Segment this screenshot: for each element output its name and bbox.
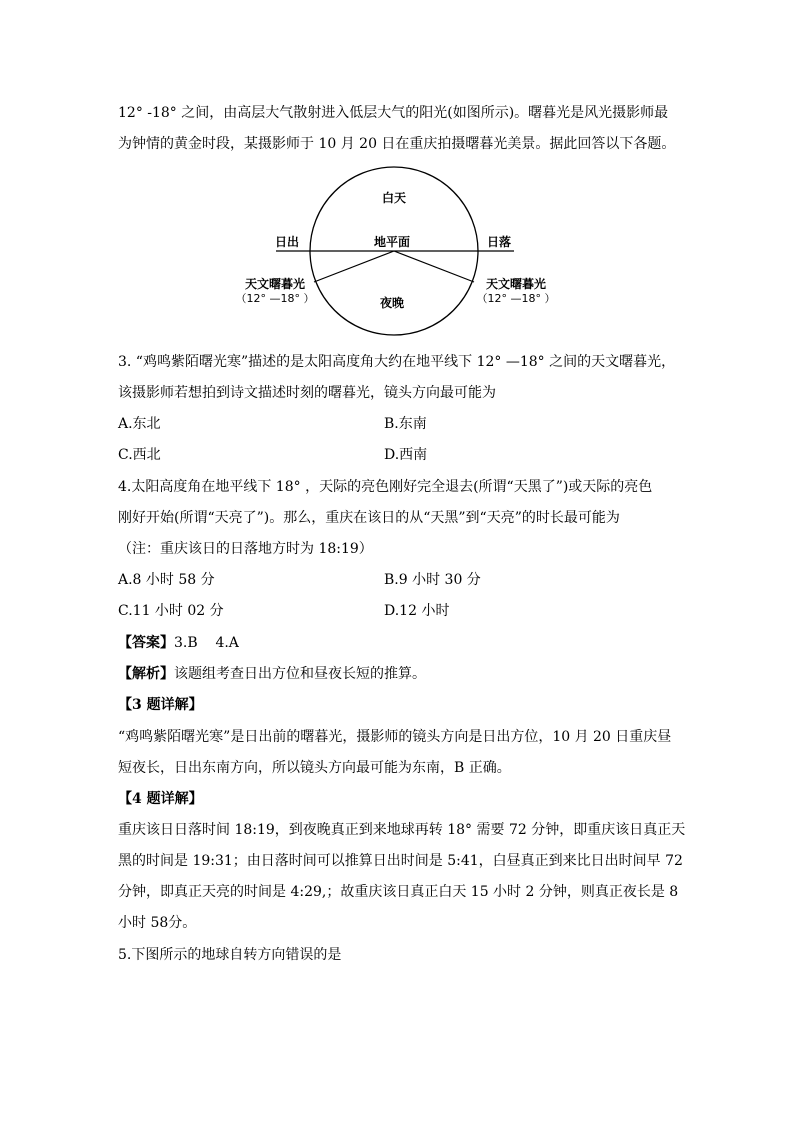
q3-line-2: 该摄影师若想拍到诗文描述时刻的曙暮光，镜头方向最可能为 [118,385,496,401]
sunset-label: 日落 [486,235,512,249]
q3-option-a: A.东北 [118,416,161,432]
detail3-label: 【3 题详解】 [118,697,203,713]
q4-line-3: （注：重庆该日的日落地方时为 18:19） [118,541,373,557]
q3-option-b: B.东南 [384,416,427,432]
intro-line-2: 为钟情的黄金时段，某摄影师于 10 月 20 日在重庆拍摄曙暮光美景。据此回答以下各题。 [118,136,676,152]
day-label: 白天 [381,191,407,205]
q4-option-d: D.12 小时 [384,603,450,619]
q3-option-d: D.西南 [384,447,428,463]
q4-line-2: 刚好开始(所谓“天亮了”)。那么，重庆在该日的从“天黑”到“天亮”的时长最可能为 [118,510,620,526]
detail4-label: 【4 题详解】 [118,791,203,807]
twilight-left-label: 天文曙暮光 [244,277,306,291]
q4-option-b: B.9 小时 30 分 [384,572,481,588]
detail4-line-2: 黑的时间是 19:31；由日落时间可以推算日出时间是 5:41，白昼真正到来比日出时间早 72 [118,853,683,869]
answer-label: 【答案】 [118,635,174,651]
analysis-text: 该题组考查日出方位和昼夜长短的推算。 [174,666,426,682]
answer-line [118,633,239,653]
answer-text: 3.B 4.A [174,635,239,651]
twilight-right-range: （12° —18° ） [476,292,556,305]
q4-option-a: A.8 小时 58 分 [118,572,215,588]
sunrise-label: 日出 [274,235,300,249]
twilight-left-line [314,251,394,282]
twilight-right-line [394,251,474,282]
detail4-line-3: 分钟，即真正天亮的时间是 4:29,；故重庆该日真正白天 15 小时 2 分钟，则真正夜长是 8 [118,884,679,900]
q5-line-1: 5.下图所示的地球自转方向错误的是 [118,947,342,963]
detail3-line-1: “鸡鸣紫陌曙光寒”是日出前的曙暮光，摄影师的镜头方向是日出方位，10 月 20 日重庆昼 [118,729,672,745]
q4-option-c: C.11 小时 02 分 [118,603,224,619]
night-label: 夜晚 [379,296,405,310]
q4-line-1: 4.太阳高度角在地平线下 18° ，天际的亮色刚好完全退去(所谓“天黑了”)或天际的亮色 [118,479,653,495]
twilight-diagram [0,0,794,340]
detail4-line-4: 小时 58分。 [118,915,197,931]
detail4-line-1: 重庆该日日落时间 18:19，到夜晚真正到来地球再转 18° 需要 72 分钟，即重庆该日真正天 [118,822,686,838]
intro-line-1: 12° -18° 之间，由高层大气散射进入低层大气的阳光(如图所示)。曙暮光是风光摄影师最 [118,105,669,121]
q3-option-c: C.西北 [118,447,161,463]
twilight-left-range: （12° —18° ） [235,292,315,305]
detail3-line-2: 短夜长，日出东南方向，所以镜头方向最可能为东南，B 正确。 [118,760,511,776]
twilight-right-label: 天文曙暮光 [485,277,547,291]
horizon-label: 地平面 [373,235,411,249]
analysis-line [118,664,426,684]
q3-line-1: 3. “鸡鸣紫陌曙光寒”描述的是太阳高度角大约在地平线下 12° —18° 之间的天文曙暮光， [118,354,676,370]
analysis-label: 【解析】 [118,666,174,682]
